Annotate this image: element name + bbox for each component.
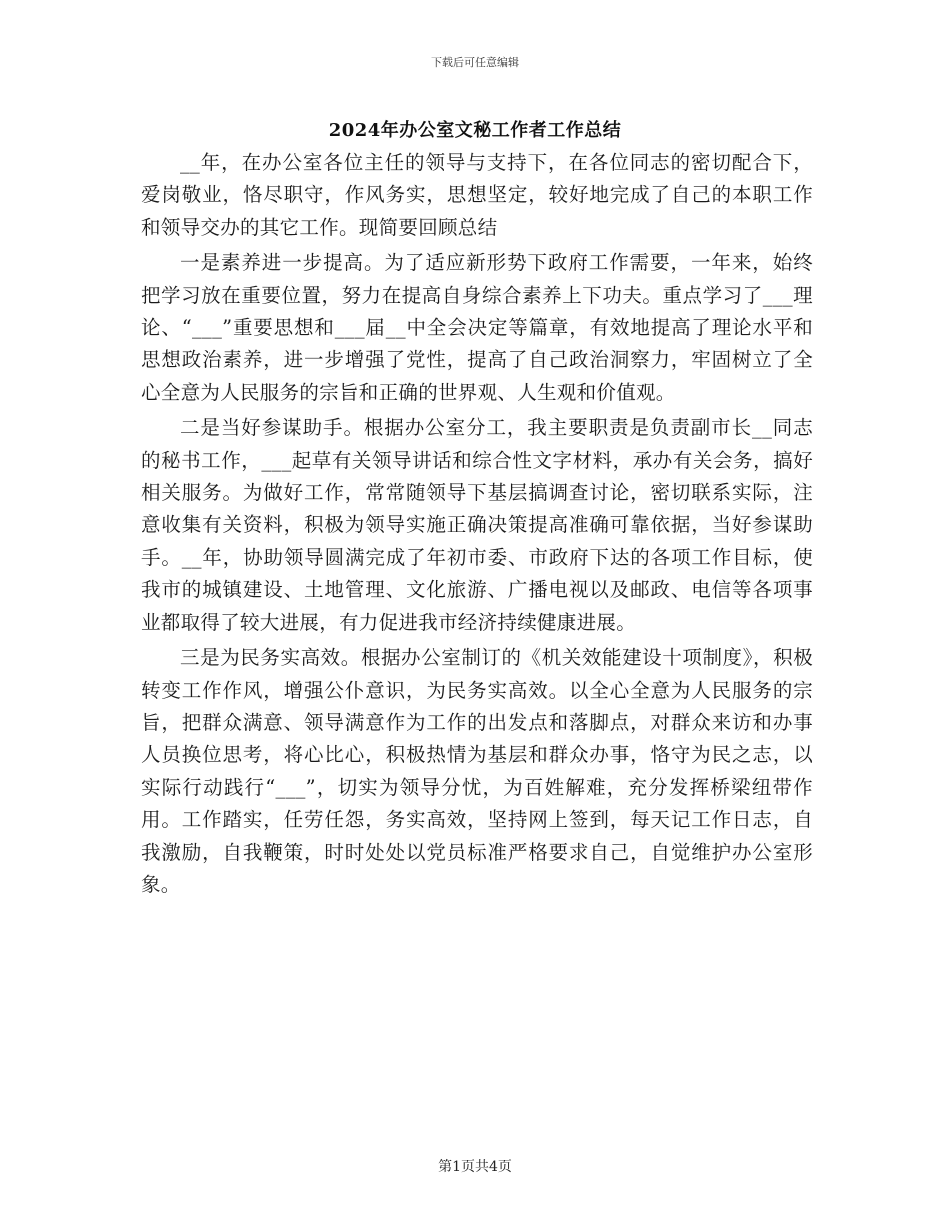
- document-title: 2024年办公室文秘工作者工作总结: [328, 120, 622, 141]
- paragraph-one: 一是素养进一步提高。为了适应新形势下政府工作需要，一年来，始终把学习放在重要位置，努力在提高自身综合素养上下功夫。重点学习了___理论、“___”重要思想和___届__中全会决定等篇章，有效地提高了理论水平和思想政治素养，进一步增强了党性，提高了自己政治洞察力，牢固树立了全心全意为人民服务的宗旨和正确的世界观、人生观和价值观。: [141, 251, 813, 404]
- document-body: [141, 147, 813, 901]
- page-footer: 第1页共4页: [438, 1159, 512, 1175]
- paragraph-three: 三是为民务实高效。根据办公室制订的《机关效能建设十项制度》，积极转变工作作风，增强公仆意识，为民务实高效。以全心全意为人民服务的宗旨，把群众满意、领导满意作为工作的出发点和落脚点，对群众来访和办事人员换位思考，将心比心，积极热情为基层和群众办事，恪守为民之志，以实际行动践行“___”，切实为领导分忧，为百姓解难，充分发挥桥梁纽带作用。工作踏实，任劳任怨，务实高效，坚持网上签到，每天记工作日志，自我激励，自我鞭策，时时处处以党员标准严格要求自己，自觉维护办公室形象。: [141, 646, 813, 896]
- header-note: 下载后可任意编辑: [431, 56, 519, 69]
- paragraph-intro: __年，在办公室各位主任的领导与支持下，在各位同志的密切配合下，爱岗敬业，恪尽职守，作风务实，思想坚定，较好地完成了自己的本职工作和领导交办的其它工作。现简要回顾总结: [141, 151, 813, 239]
- paragraph-two: 二是当好参谋助手。根据办公室分工，我主要职责是负责副市长__同志的秘书工作，___起草有关领导讲话和综合性文字材料，承办有关会务，搞好相关服务。为做好工作，常常随领导下基层搞调查讨论，密切联系实际，注意收集有关资料，积极为领导实施正确决策提高准确可靠依据，当好参谋助手。__年，协助领导圆满完成了年初市委、市政府下达的各项工作目标，使我市的城镇建设、土地管理、文化旅游、广播电视以及邮政、电信等各项事业都取得了较大进展，有力促进我市经济持续健康进展。: [141, 416, 813, 634]
